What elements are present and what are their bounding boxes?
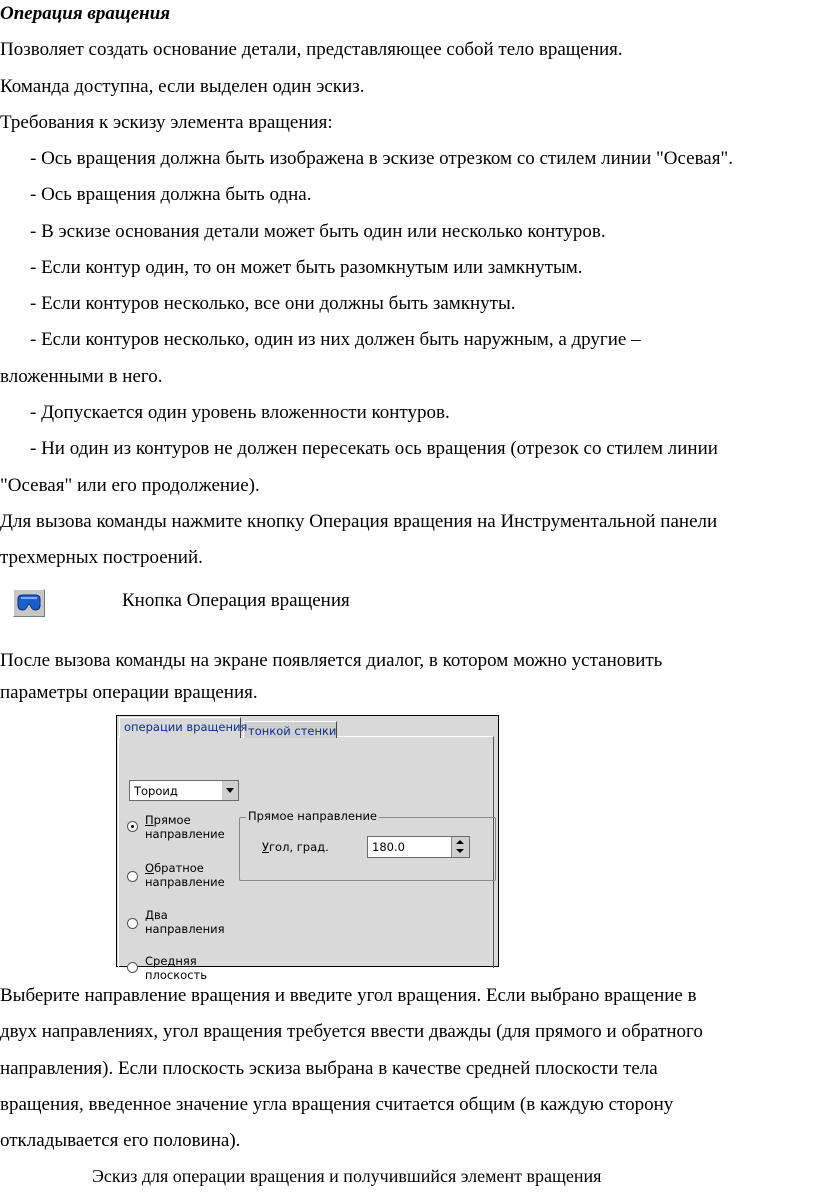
rotate-operation-button[interactable]	[13, 589, 45, 617]
requirement-item: - Допускается один уровень вложенности контуров.	[30, 402, 450, 423]
angle-input[interactable]	[367, 836, 470, 858]
type-select[interactable]	[129, 780, 239, 801]
group-title: Прямое направление	[248, 809, 378, 823]
paragraph: направления). Если плоскость эскиза выбрана в качестве средней плоскости тела	[0, 1058, 658, 1079]
angle-label: Угол, град.	[262, 840, 329, 854]
paragraph: двух направлениях, угол вращения требуется ввести дважды (для прямого и обратного	[0, 1021, 703, 1042]
chevron-down-icon[interactable]	[221, 781, 238, 800]
paragraph: трехмерных построений.	[0, 547, 203, 568]
paragraph: Для вызова команды нажмите кнопку Операция вращения на Инструментальной панели	[0, 511, 718, 532]
spin-up-icon[interactable]	[456, 840, 464, 844]
forward-direction-group	[239, 809, 496, 881]
rotation-dialog	[116, 715, 499, 982]
tab-panel	[118, 736, 494, 982]
paragraph: Команда доступна, если выделен один эскиз.	[0, 76, 365, 97]
radio-middle-plane[interactable]	[127, 962, 138, 973]
angle-value: 180.0	[372, 840, 405, 854]
radio-reverse[interactable]	[127, 871, 138, 882]
paragraph: откладывается его половина).	[0, 1130, 241, 1151]
radio-two-directions-label: Два направления	[145, 908, 225, 936]
spin-down-icon[interactable]	[456, 849, 464, 853]
requirement-item: - Если контуров несколько, один из них должен быть наружным, а другие –	[30, 329, 641, 350]
tab-rotation-operations[interactable]: операции вращения	[119, 717, 241, 738]
section-heading: Операция вращения	[0, 3, 171, 24]
rotate-operation-icon	[14, 590, 44, 616]
requirement-item: - В эскизе основания детали может быть один или несколько контуров.	[30, 221, 606, 242]
requirement-item: - Если контуров несколько, все они должны быть замкнуты.	[30, 293, 516, 314]
requirement-continuation: "Осевая" или его продолжение).	[0, 475, 260, 496]
requirement-item: - Ось вращения должна быть одна.	[30, 184, 312, 205]
angle-spinner[interactable]	[451, 837, 469, 857]
requirement-item: - Если контур один, то он может быть разомкнутым или замкнутым.	[30, 257, 583, 278]
radio-middle-plane-label: Средняя плоскость	[145, 954, 208, 982]
paragraph: После вызова команды на экране появляется диалог, в котором можно установить	[0, 650, 663, 671]
radio-forward[interactable]	[127, 821, 138, 832]
paragraph: Требования к эскизу элемента вращения:	[0, 112, 333, 133]
paragraph: вращения, введенное значение угла вращения считается общим (в каждую сторону	[0, 1094, 674, 1115]
radio-reverse-label: Обратное направление	[145, 861, 225, 889]
tab-thin-wall[interactable]: тонкой стенки	[243, 721, 337, 738]
requirement-item: - Ось вращения должна быть изображена в эскизе отрезком со стилем линии "Осевая".	[30, 148, 733, 169]
paragraph: параметры операции вращения.	[0, 682, 258, 703]
type-select-value: Тороид	[134, 784, 178, 798]
paragraph: Выберите направление вращения и введите угол вращения. Если выбрано вращение в	[0, 985, 697, 1006]
paragraph: Позволяет создать основание детали, представляющее собой тело вращения.	[0, 39, 623, 60]
figure-caption: Эскиз для операции вращения и получившийся элемент вращения	[92, 1166, 602, 1186]
requirement-item: - Ни один из контуров не должен пересекать ось вращения (отрезок со стилем линии	[30, 438, 718, 459]
radio-two-directions[interactable]	[127, 918, 138, 929]
button-caption: Кнопка Операция вращения	[122, 590, 350, 611]
radio-forward-label: Прямое направление	[145, 813, 225, 841]
requirement-continuation: вложенными в него.	[0, 366, 163, 387]
